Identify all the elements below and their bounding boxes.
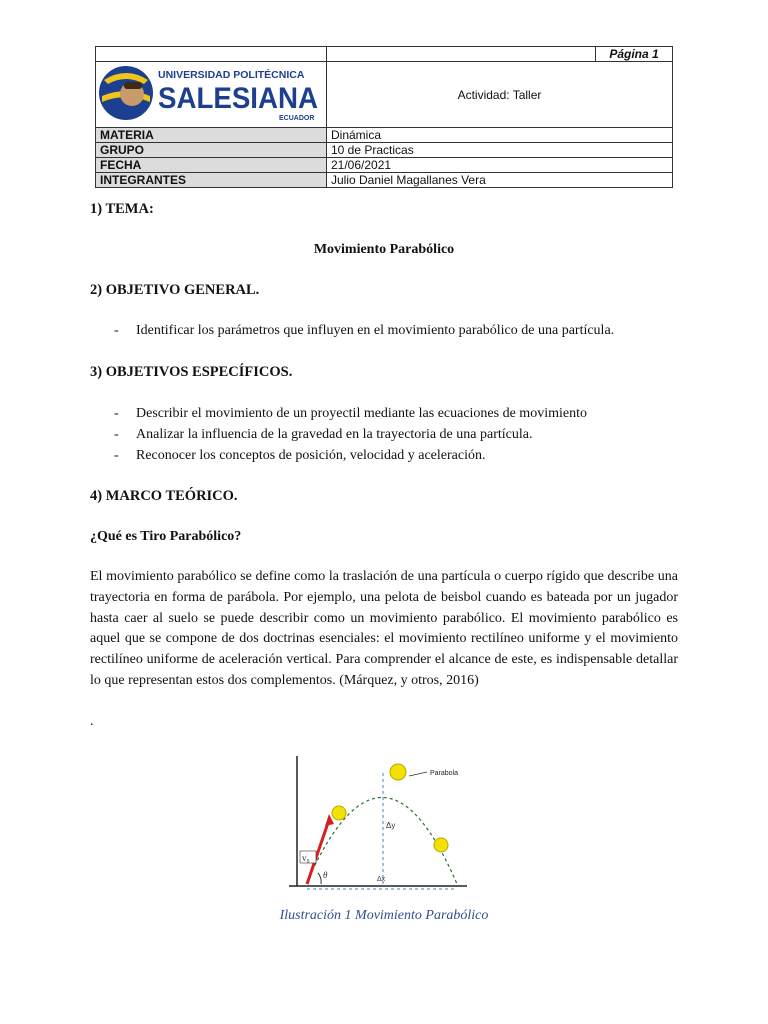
page-number: Página 1: [596, 47, 673, 62]
university-logo: [96, 62, 327, 128]
dy-label: Δy: [386, 821, 396, 830]
theta-label: θ: [323, 870, 328, 880]
list-item: - Describir el movimiento de un proyectil mediante las ecuaciones de movimiento: [114, 406, 587, 421]
row-label-grupo: GRUPO: [96, 143, 327, 158]
section-4-heading: 4) MARCO TEÓRICO.: [90, 488, 238, 504]
header-table: [95, 46, 673, 188]
section-2-heading: 2) OBJETIVO GENERAL.: [90, 282, 260, 298]
svg-text:UNIVERSIDAD POLITÉCNICA: UNIVERSIDAD POLITÉCNICA: [158, 69, 305, 81]
v0-label: v₀: [302, 853, 310, 863]
theory-paragraph: El movimiento parabólico se define como la traslación de una partícula o cuerpo rígido que describe una trayectoria en forma de parábola. Por ejemplo, una pelota de beisbol cuando es bateada por un jugador hasta caer al suelo se puede describir como un movimiento parabólico. El movimiento parabólico es aquel que se compone de dos doctrinas esenciales: el movimiento rectilíneo uniforme y el movimiento rectilíneo uniforme de aceleración vertical. Para comprender el alcance de este, es indispensable detallar lo que representan estos dos complementos. (Márquez, y otros, 2016): [90, 569, 678, 688]
svg-text:ECUADOR: ECUADOR: [279, 115, 315, 122]
row-value-materia: Dinámica: [327, 128, 673, 143]
row-value-fecha: 21/06/2021: [327, 158, 673, 173]
row-label-integrantes: INTEGRANTES: [96, 173, 327, 188]
parabolic-motion-figure: [285, 752, 475, 894]
list-item: - Analizar la influencia de la gravedad en la trayectoria de una partícula.: [114, 427, 533, 442]
section-3-heading: 3) OBJETIVOS ESPECÍFICOS.: [90, 364, 293, 380]
row-label-materia: MATERIA: [96, 128, 327, 143]
stray-dot: .: [90, 714, 94, 729]
svg-text:SALESIANA: SALESIANA: [158, 82, 318, 115]
row-label-fecha: FECHA: [96, 158, 327, 173]
topic-title: Movimiento Parabólico: [313, 242, 455, 257]
parabola-label: Parabola: [430, 770, 459, 777]
dx-label: Δx: [377, 876, 386, 883]
row-value-integrantes: Julio Daniel Magallanes Vera: [327, 173, 673, 188]
list-item: - Reconocer los conceptos de posición, velocidad y aceleración.: [114, 448, 486, 463]
figure-caption: Ilustración 1 Movimiento Parabólico: [279, 908, 489, 923]
list-item: - Identificar los parámetros que influyen en el movimiento parabólico de una partícula.: [114, 323, 615, 338]
activity-label: Actividad: Taller: [327, 62, 673, 128]
row-value-grupo: 10 de Practicas: [327, 143, 673, 158]
section-1-heading: 1) TEMA:: [90, 201, 154, 217]
subheading: ¿Qué es Tiro Parabólico?: [90, 529, 242, 544]
ups-logo-icon: [96, 62, 322, 124]
